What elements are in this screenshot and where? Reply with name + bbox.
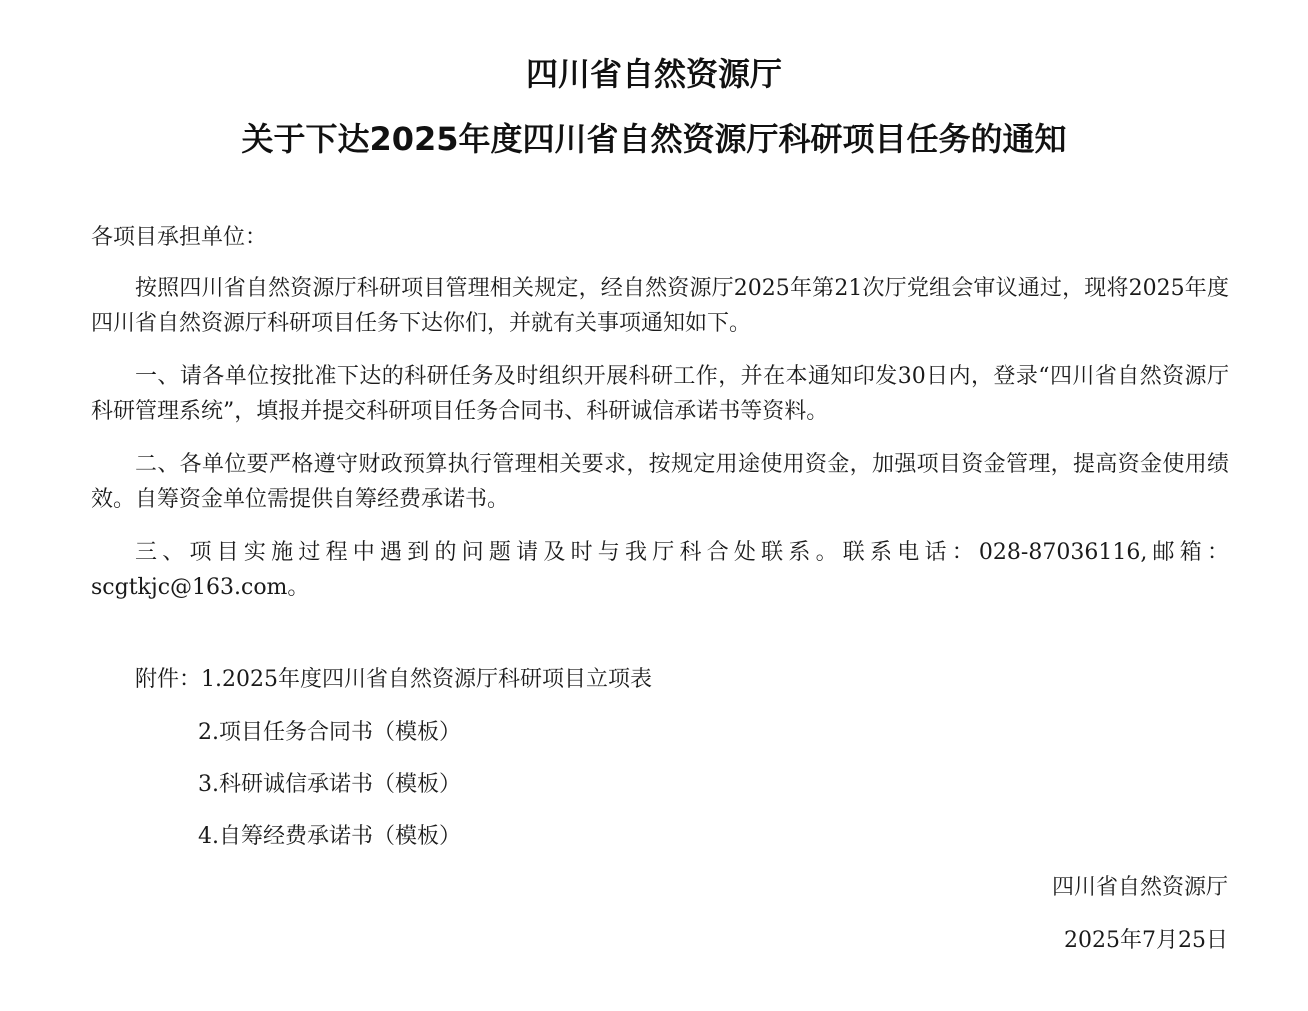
attachment-line-1: [135, 665, 652, 695]
salutation: 各项目承担单位：: [91, 225, 268, 250]
paragraph-item-2: 二、各单位要严格遵守财政预算执行管理相关要求，按规定用途使用资金，加强项目资金管理，提高资金使用绩效。自筹资金单位需提供自筹经费承诺书。: [91, 452, 1229, 512]
attachment-item: 3.科研诚信承诺书（模板）: [198, 772, 461, 797]
document-title-issuer: 四川省自然资源厅: [525, 55, 782, 93]
attachment-item: 4.自筹经费承诺书（模板）: [198, 824, 461, 849]
signature-date: 2025年7月25日: [1064, 928, 1228, 953]
paragraph-item-1: 一、请各单位按批准下达的科研任务及时组织开展科研工作，并在本通知印发30日内，登录“四川省自然资源厅科研管理系统”，填报并提交科研项目任务合同书、科研诚信承诺书等资料。: [91, 364, 1229, 424]
paragraph-intro: 按照四川省自然资源厅科研项目管理相关规定，经自然资源厅2025年第21次厅党组会审议通过，现将2025年度四川省自然资源厅科研项目任务下达你们，并就有关事项通知如下。: [91, 276, 1229, 336]
document-title-subject: 关于下达2025年度四川省自然资源厅科研项目任务的通知: [241, 120, 1067, 158]
attachment-label: 附件：: [135, 667, 202, 692]
attachment-item: 1.2025年度四川省自然资源厅科研项目立项表: [201, 667, 652, 692]
attachment-item: 2.项目任务合同书（模板）: [198, 720, 461, 745]
signature-organization: 四川省自然资源厅: [1051, 875, 1228, 900]
paragraph-item-3-contact: 三、项目实施过程中遇到的问题请及时与我厅科合处联系。联系电话：028-87036116,邮箱：scgtkjc@163.com。: [91, 540, 1229, 600]
